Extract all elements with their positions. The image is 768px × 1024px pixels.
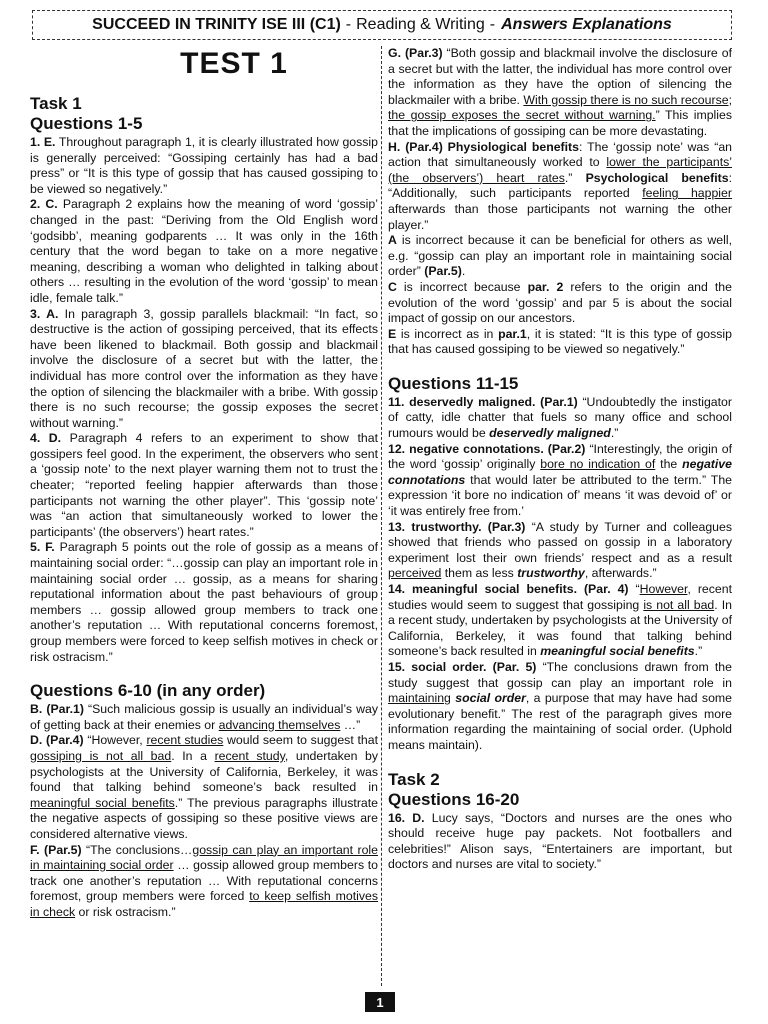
answer-label: C — [388, 279, 397, 294]
header-subject: Reading & Writing — [356, 16, 485, 33]
answer-text: …” — [340, 717, 361, 732]
answer-15 — [388, 660, 732, 754]
key-phrase: meaningful social benefits — [540, 644, 695, 659]
questions-11-15-heading: Questions 11-15 — [388, 373, 519, 393]
answer-d — [30, 733, 378, 842]
task-2-heading: Task 2 — [388, 769, 440, 789]
underlined-phrase: meaningful social benefits — [30, 795, 175, 810]
underlined-phrase: advancing themselves — [218, 717, 341, 732]
note-a — [388, 233, 732, 280]
answer-text: “A study by Turner and colleagues showed that friends who passed on gossip in a laboratory experiment lost their own friends’ respect and as a result — [388, 519, 732, 565]
answer-label: D. (Par.4) — [30, 733, 84, 748]
answer-label: 15. social order. (Par. 5) — [388, 659, 537, 674]
key-phrase: social order — [455, 691, 526, 706]
answer-text: .” — [694, 644, 703, 659]
answer-text: In paragraph 3, gossip parallels blackmail: “In fact, so destructive is the action of gossiping perceived, that its effects have been likened to blackmail. Both gossip and blackmail involve the disclosure of a secret but with the latter, the individual has more control over the information as they have the option of silencing the blackmailer with a bribe. With gossip there is no such recourse; the gossip exposes the secret without warning.” — [30, 306, 378, 430]
left-column — [30, 46, 378, 996]
underlined-phrase: feeling happier — [642, 186, 732, 201]
note-e — [388, 327, 732, 358]
answer-text: Paragraph 2 explains how the meaning of word ‘gossip’ changed in the past: “Deriving from the Old English word ‘godsibb’, meaning godparents … It was only in the 16th century that the word began to take on a more negative meaning, describing a woman who delighted in talking about others … resulting in the evolution of the word ‘gossip’ to mean idle, female talk.” — [30, 197, 378, 305]
underlined-phrase: gossiping is not all bad — [30, 748, 172, 763]
answer-text: . In a — [171, 748, 215, 763]
answer-14 — [388, 582, 732, 660]
answer-label: A — [388, 233, 397, 248]
underlined-phrase: maintaining — [388, 691, 451, 706]
answer-label: 1. E. — [30, 135, 56, 149]
answer-label: F. (Par.5) — [30, 842, 82, 857]
underlined-phrase: With gossip there is no such recourse; the gossip exposes the secret without warning. — [388, 92, 732, 123]
answer-text: is incorrect as in — [396, 326, 499, 341]
answer-text: is incorrect because — [396, 279, 528, 294]
answer-g — [388, 46, 732, 140]
answer-text: , it is stated: “It is this type of gossip that has caused gossiping to be viewed so negatively.” — [388, 326, 732, 357]
test-title: TEST 1 — [180, 47, 288, 80]
underlined-phrase: to keep selfish motives in check — [30, 889, 378, 919]
answer-5 — [30, 540, 378, 665]
answer-b — [30, 702, 378, 733]
paragraph-ref: par.1 — [498, 326, 527, 341]
answer-text: “Both gossip and blackmail involve the disclosure of a secret but with the latter, the individual has more control over the information as they have the option of silencing the blackmailer with a bribe. — [388, 46, 732, 107]
answer-text: Paragraph 4 refers to an experiment to show that gossipers feel good. In the experiment, the observers who sent a ‘gossip note’ to the next player warning them not to trust the cheater; “reported feeling happier afterwards than those participants not warning the other player”. This ‘gossip note’ was “an action that simultaneously worked to lower the participants’ (the observers’) heart rates.” — [30, 431, 378, 539]
answer-h — [388, 140, 732, 234]
answer-label: 13. trustworthy. (Par.3) — [388, 519, 526, 534]
underlined-phrase: recent studies — [146, 733, 224, 748]
page-header — [32, 10, 732, 40]
questions-6-10-heading: Questions 6-10 (in any order) — [30, 681, 266, 701]
answer-1 — [30, 135, 378, 197]
answer-text: Paragraph 5 points out the role of gossip as a means of maintaining social order: “…gossip can play an important role in maintaining social order … gossip, as a means for sharing reputational information about the past behaviours of group members … gossip allowed group members to track one another’s reputation … With reputational concerns foremost, group members were forced to keep selfish motives in check or risk ostracism.” — [30, 540, 378, 664]
page-number: 1 — [365, 992, 395, 1012]
column-divider — [381, 46, 382, 986]
answer-text: is incorrect because it can be beneficial for others as well, e.g. “gossip can play an important role in maintaining social order” — [388, 233, 732, 279]
answer-text: , afterwards.” — [584, 566, 657, 581]
answer-text: “ — [628, 582, 640, 596]
paragraph-ref: (Par.5) — [424, 264, 462, 279]
answer-2 — [30, 197, 378, 306]
answer-label: 3. A. — [30, 306, 59, 321]
underlined-phrase: lower the participants’ (the observers’) heart rates — [388, 155, 732, 185]
answer-label: 14. meaningful social benefits. (Par. 4) — [388, 582, 629, 596]
answer-text: would seem to suggest that — [223, 733, 378, 748]
answer-text: or risk ostracism.” — [75, 904, 176, 919]
answer-12 — [388, 442, 732, 520]
answer-text: . In a recent study, undertaken by psychologists at the University of California, Berkeley, it was found that talking behind someone’s back resulted in — [388, 597, 732, 659]
answer-text: : “Additionally, such participants reported — [388, 170, 732, 201]
answer-3 — [30, 307, 378, 432]
underlined-phrase: perceived — [388, 566, 442, 581]
answer-text: .” — [564, 170, 586, 185]
key-phrase: deservedly maligned — [489, 426, 611, 441]
note-c — [388, 280, 732, 327]
answer-text: “Undoubtedly the instigator of catty, idle chatter that fuels so many office and school rumours would be — [388, 394, 732, 441]
answer-label: 11. deservedly maligned. (Par.1) — [388, 394, 578, 409]
underlined-phrase: However — [639, 582, 688, 596]
answer-label: 5. F. — [30, 540, 55, 555]
answer-text: , undertaken by psychologists at the University of California, Berkeley, it was found that talking behind someone’s back resulted in — [30, 748, 378, 795]
answer-text: refers to the origin and the evolution of the word ‘gossip’ and par 5 is about the social impact of gossip on our ancestors. — [388, 279, 732, 326]
answer-label: B. (Par.1) — [30, 702, 84, 717]
answer-text: Throughout paragraph 1, it is clearly illustrated how gossip is generally perceived: “Gossiping certainly has had a bad press” or “It is this type of gossip that has caused gossiping to be viewed so negatively.” — [30, 135, 378, 196]
answer-text: .” — [610, 426, 619, 441]
answer-label: E — [388, 326, 397, 341]
answer-f — [30, 843, 378, 921]
answer-13 — [388, 520, 732, 582]
answer-text: … gossip allowed group members to track one another’s reputation … With reputational concerns foremost, group members were forced — [30, 858, 378, 904]
underlined-phrase: gossip can play an important role in maintaining social order — [30, 842, 378, 873]
answer-text: ” This implies that the implications of gossiping can be more devastating. — [388, 108, 732, 138]
paragraph-ref: par. 2 — [527, 279, 564, 294]
header-separator-2: - — [489, 16, 496, 33]
answer-label: G. (Par.3) — [388, 46, 443, 60]
answer-label: 12. negative connotations. (Par.2) — [388, 441, 586, 456]
header-section: Answers Explanations — [501, 16, 672, 33]
answer-label: H. (Par.4) Physiological benefits — [388, 139, 579, 154]
answer-text: “However, — [83, 733, 147, 748]
answer-text: “The conclusions drawn from the study suggest that gossip can play an important role in — [388, 659, 732, 690]
answer-text: Lucy says, “Doctors and nurses are the ones who should receive huge pay packets. Not footballers and celebrities!” Alison says, “Entertainers are important, but doctors and nurses are vital to society.” — [388, 810, 732, 872]
questions-16-20-heading: Questions 16-20 — [388, 789, 520, 809]
answer-11 — [388, 395, 732, 442]
answer-text: .” The previous paragraphs illustrate the negative aspects of gossiping so these positive views are considered alternative views. — [30, 795, 378, 841]
answer-text: . — [461, 264, 466, 279]
answer-text: that would later be attributed to the term.” The expression ‘it bore no indication of’ means ‘it was devoid of’ or ‘it was entirely free from.’ — [388, 472, 732, 519]
answer-text: , a purpose that may have had some evolutionary benefit.” The rest of the paragraph gives more information regarding the maintaining of social order. (Uphold means maintain). — [388, 691, 732, 752]
answer-text: afterwards than those participants not warning the other player.” — [388, 201, 732, 232]
underlined-phrase: recent study — [214, 748, 285, 763]
series-title: SUCCEED IN TRINITY ISE III (C1) — [92, 16, 341, 33]
answer-4 — [30, 431, 378, 540]
answer-label: 16. D. — [388, 810, 425, 825]
answer-label: Psychological benefits — [585, 170, 729, 185]
answer-text: , recent studies would seem to suggest that gossiping — [388, 582, 732, 612]
underlined-phrase: is not all bad — [643, 597, 715, 612]
answer-label: 4. D. — [30, 431, 62, 446]
answer-16 — [388, 811, 732, 873]
answer-text: “The conclusions… — [81, 842, 193, 857]
task-1-heading: Task 1 — [30, 94, 82, 113]
header-separator: - — [345, 16, 352, 33]
answer-text: : The ‘gossip note’ was “an action that simultaneously worked to — [388, 139, 732, 170]
right-column — [388, 46, 732, 996]
answer-text: “Such malicious gossip is usually an individual’s way of getting back at their enemies or — [30, 702, 378, 732]
underlined-phrase: bore no indication of — [540, 457, 656, 472]
answer-text: them as less — [441, 566, 518, 581]
answer-text: “Interestingly, the origin of the word ‘gossip’ originally — [388, 441, 732, 472]
key-phrase: negative connotations — [388, 457, 732, 487]
key-phrase: trustworthy — [517, 566, 585, 581]
questions-1-5-heading: Questions 1-5 — [30, 114, 143, 133]
answer-text: the — [655, 457, 683, 472]
answer-label: 2. C. — [30, 197, 58, 212]
